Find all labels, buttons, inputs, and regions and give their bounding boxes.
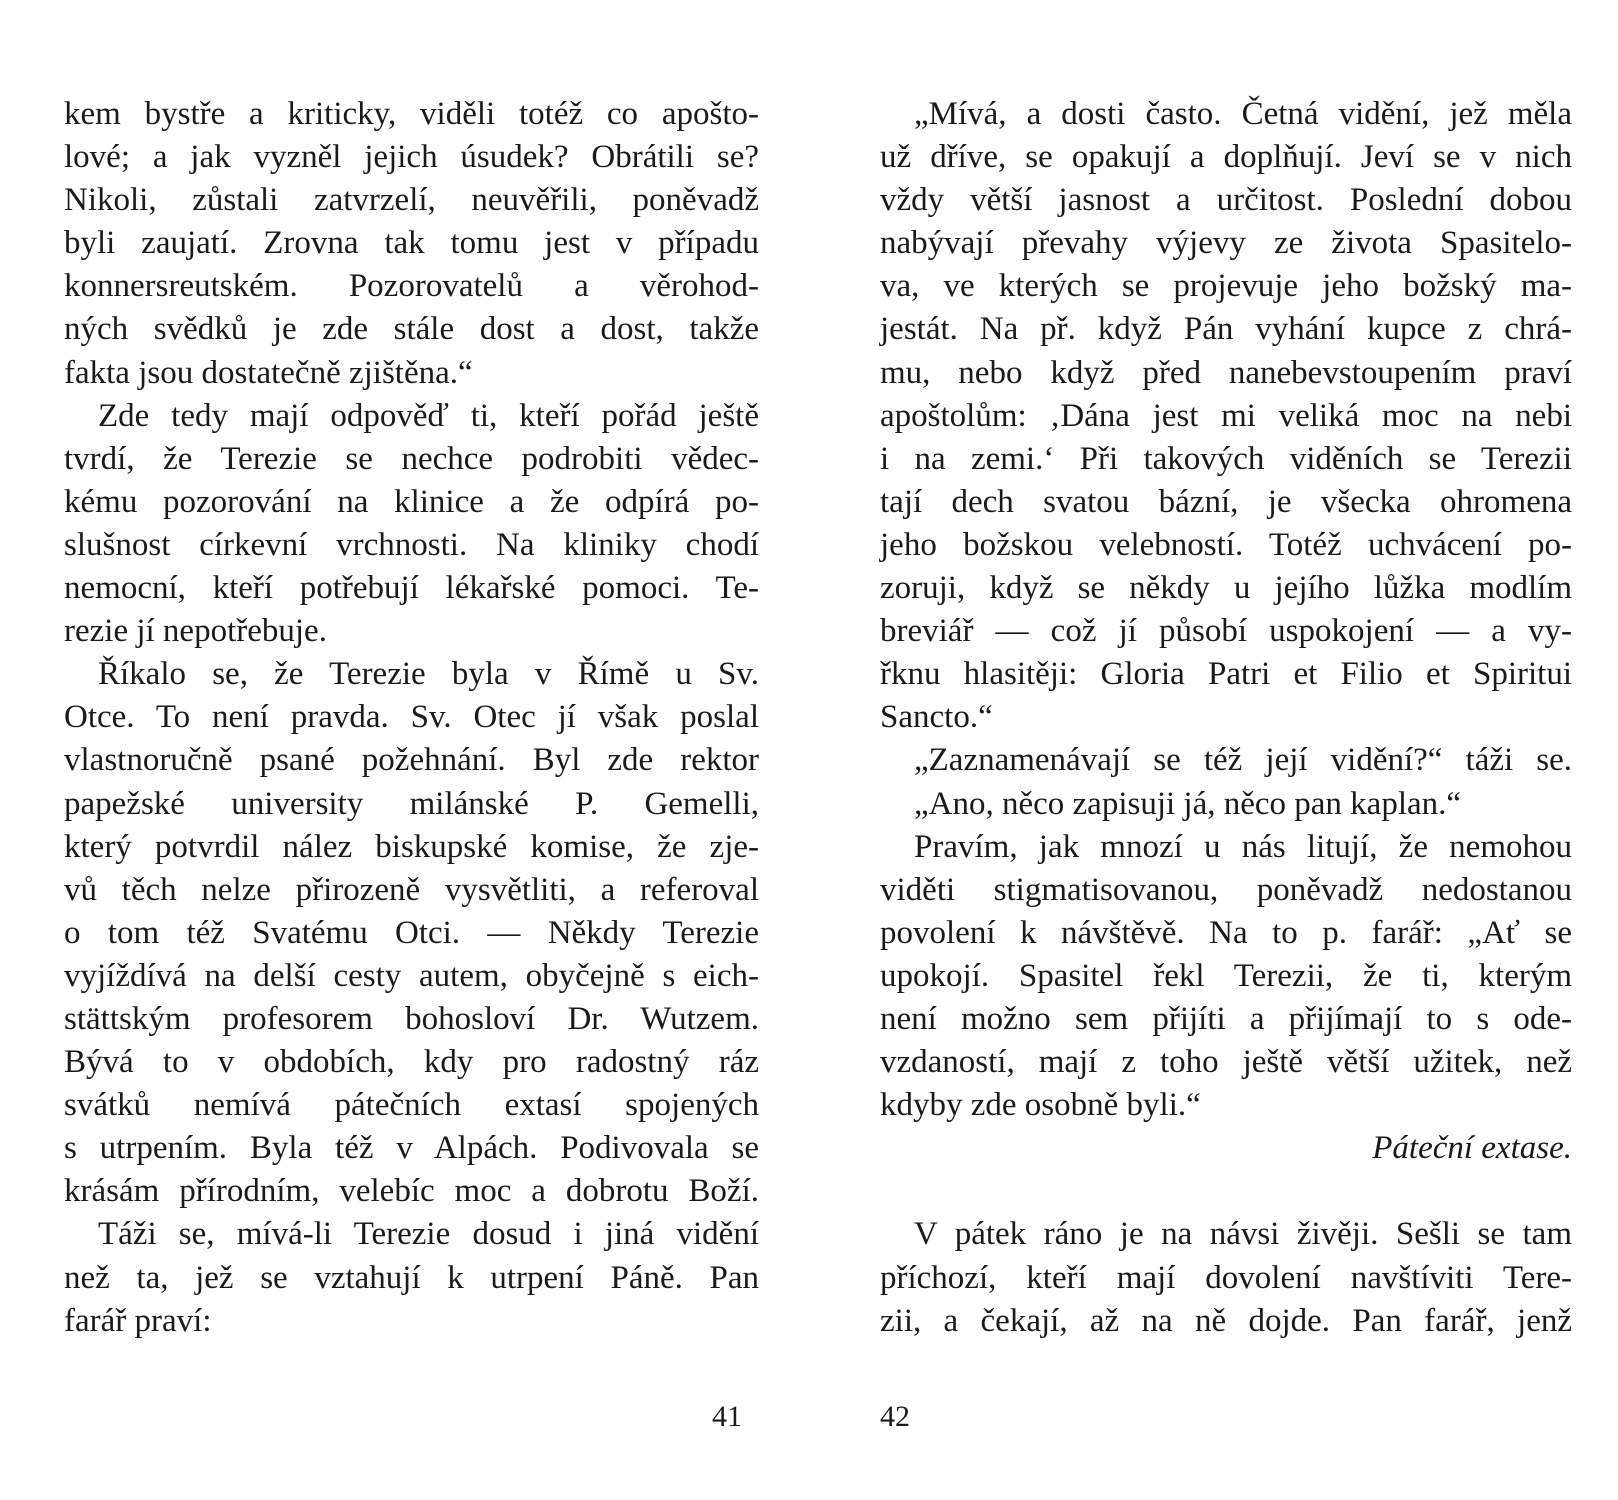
text-line: Bývá to v obdobích, kdy pro radostný ráz: [64, 1044, 759, 1081]
text-line: vlastnoručně psané požehnání. Byl zde rektor: [64, 742, 759, 779]
text-line: Nikoli, zůstali zatvrzelí, neuvěřili, poněvadž: [64, 182, 759, 219]
text-line: který potvrdil nález biskupské komise, že zje-: [64, 828, 759, 865]
text-line: tají dech svatou bázní, je všecka ohromena: [880, 483, 1572, 520]
text-line: jestát. Na př. když Pán vyhání kupce z chrá-: [880, 311, 1572, 348]
text-line: stättským profesorem bohosloví Dr. Wutzem.: [64, 1000, 759, 1037]
text-line: slušnost církevní vrchnosti. Na kliniky chodí: [64, 526, 759, 563]
text-line: svátků nemívá pátečních extasí spojených: [64, 1087, 759, 1124]
text-line: i na zemi.‘ Při takových viděních se Terezii: [880, 440, 1572, 477]
text-line: o tom též Svatému Otci. — Někdy Terezie: [64, 914, 759, 951]
page-number-right: 42: [880, 1400, 910, 1433]
text-line: upokojí. Spasitel řekl Terezii, že ti, kterým: [880, 957, 1572, 994]
section-heading: Páteční extase.: [1372, 1130, 1572, 1167]
text-line: kem bystře a kriticky, viděli totéž co apošto-: [64, 96, 759, 132]
text-line: Pravím, jak mnozí u nás litují, že nemohou: [914, 828, 1572, 865]
text-line: zii, a čekají, až na ně dojde. Pan farář, jenž: [880, 1302, 1572, 1339]
text-line: vzdaností, mají z toho ještě větší užitek, než: [880, 1044, 1572, 1081]
text-line: vyjíždívá na delší cesty autem, obyčejně s eich-: [64, 957, 759, 994]
text-line: va, ve kterých se projevuje jeho božský ma-: [880, 268, 1572, 305]
text-line: apoštolům: ‚Dána jest mi veliká moc na nebi: [880, 397, 1572, 434]
text-line: farář praví:: [64, 1302, 212, 1339]
text-line: Říkalo se, že Terezie byla v Římě u Sv.: [98, 656, 759, 693]
text-line: mu, nebo když před nanebevstoupením praví: [880, 354, 1572, 391]
text-line: příchozí, kteří mají dovolení navštíviti Tere-: [880, 1259, 1572, 1296]
text-line: ných svědků je zde stále dost a dost, takže: [64, 311, 759, 348]
text-line: papežské university milánské P. Gemelli,: [64, 785, 759, 822]
text-line: s utrpením. Byla též v Alpách. Podivovala se: [64, 1130, 759, 1167]
page-number-left: 41: [712, 1400, 742, 1433]
text-line: než ta, jež se vztahují k utrpení Páně. Pan: [64, 1259, 759, 1296]
text-line: kému pozorování na klinice a že odpírá po-: [64, 483, 759, 520]
text-line: vždy větší jasnost a určitost. Poslední dobou: [880, 182, 1572, 219]
text-line: povolení k návštěvě. Na to p. farář: „Ať se: [880, 914, 1572, 951]
text-line: breviář — což jí působí uspokojení — a vy-: [880, 613, 1572, 650]
text-line: rezie jí nepotřebuje.: [64, 613, 327, 650]
text-line: jeho božskou velebností. Totéž uchvácení po-: [880, 526, 1572, 563]
left-page: [64, 93, 759, 1343]
text-line: už dříve, se opakují a doplňují. Jeví se v nich: [880, 139, 1572, 176]
text-line: „Mívá, a dosti často. Četná vidění, jež měla: [914, 96, 1572, 132]
text-line: není možno sem přijíti a přijímají to s ode-: [880, 1000, 1572, 1037]
text-line: lové; a jak vyzněl jejich úsudek? Obrátili se?: [64, 139, 759, 176]
right-page: [880, 93, 1572, 1343]
text-line: řknu hlasitěji: Gloria Patri et Filio et Spiritui: [880, 656, 1572, 693]
text-line: kdyby zde osobně byli.“: [880, 1087, 1201, 1124]
text-line: „Zaznamenávají se též její vidění?“ táži se.: [914, 742, 1572, 779]
text-line: Otce. To není pravda. Sv. Otec jí však poslal: [64, 699, 759, 736]
text-line: tvrdí, že Terezie se nechce podrobiti vědec-: [64, 440, 759, 477]
text-line: konnersreutském. Pozorovatelů a věrohod-: [64, 268, 759, 305]
text-line: nemocní, kteří potřebují lékařské pomoci. Te-: [64, 570, 759, 607]
text-line: Zde tedy mají odpověď ti, kteří pořád ještě: [98, 397, 759, 434]
text-line: zoruji, když se někdy u jejího lůžka modlím: [880, 570, 1572, 607]
text-line: fakta jsou dostatečně zjištěna.“: [64, 354, 473, 391]
text-line: Sancto.“: [880, 699, 993, 736]
text-line: byli zaujatí. Zrovna tak tomu jest v případu: [64, 225, 759, 262]
text-line: V pátek ráno je na návsi živěji. Sešli se tam: [914, 1216, 1572, 1253]
section-gap: [880, 1170, 1572, 1213]
text-line: nabývají převahy výjevy ze života Spasitelo-: [880, 225, 1572, 262]
text-line: viděti stigmatisovanou, poněvadž nedostanou: [880, 871, 1572, 908]
text-line: krásám přírodním, velebíc moc a dobrotu Boží.: [64, 1173, 759, 1210]
text-line: „Ano, něco zapisuji já, něco pan kaplan.“: [914, 785, 1462, 822]
text-line: vů těch nelze přirozeně vysvětliti, a referoval: [64, 871, 759, 908]
text-line: Táži se, mívá-li Terezie dosud i jiná vidění: [98, 1216, 759, 1253]
